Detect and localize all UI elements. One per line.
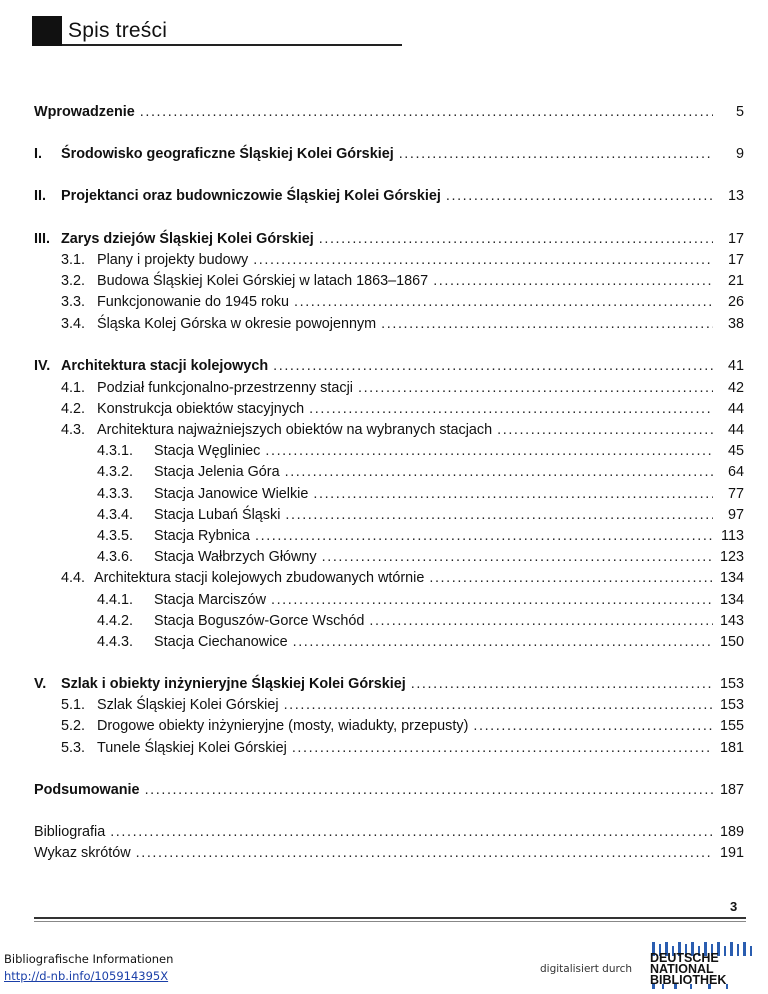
toc-entry[interactable] [34,358,744,380]
toc-entry-page: 153 [719,697,744,713]
toc-entry[interactable] [34,718,744,740]
toc-entry[interactable] [34,634,744,656]
toc-entry[interactable] [34,104,744,126]
toc-entry-number: 4.3.5. [97,528,134,544]
toc-entry-title: Stacja Lubań Śląski [154,507,281,523]
toc-entry-number: 5.2. [61,718,86,734]
toc-entry-page: 17 [727,231,744,247]
toc-entry-number: III. [34,231,50,247]
toc-entry-number: 4.1. [61,380,86,396]
toc-entry[interactable] [34,422,744,444]
toc-entry-page: 153 [719,676,744,692]
toc-entry-title: Stacja Jelenia Góra [154,464,280,480]
toc-entry-page: 21 [727,273,744,289]
toc-entry[interactable] [34,697,744,719]
toc-dot-leader [253,252,713,268]
bib-link[interactable]: http://d-nb.info/105914395X [4,969,169,983]
toc-entry-page: 97 [727,507,744,523]
toc-entry-number: 3.4. [61,316,86,332]
toc-dot-leader [497,422,713,438]
toc-dot-leader [285,464,713,480]
toc-dot-leader [319,231,713,247]
toc-entry-number: IV. [34,358,51,374]
toc-entry-page: 134 [719,570,744,586]
toc-entry-number: 3.3. [61,294,86,310]
dnb-logo-icon [650,940,762,990]
toc-entry-number: 5.3. [61,740,86,756]
toc-entry-number: 4.3.1. [97,443,134,459]
toc-entry-number: 4.4.3. [97,634,134,650]
toc-dot-leader [255,528,713,544]
toc-entry-number: 4.4.1. [97,592,134,608]
toc-entry[interactable] [34,464,744,486]
toc-entry-page: 187 [719,782,744,798]
toc-entry-title: Stacja Ciechanowice [154,634,288,650]
toc-entry[interactable] [34,570,744,592]
toc-entry-page: 113 [721,528,744,544]
toc-entry[interactable] [34,592,744,614]
toc-entry-number: 4.2. [61,401,86,417]
header-underline [62,44,402,46]
dnb-logo-line3: BIBLIOTHEK [650,973,727,987]
toc-entry-number: 3.1. [61,252,86,268]
toc-dot-leader [429,570,713,586]
toc-entry-number: 4.3. [61,422,86,438]
toc-dot-leader [473,718,713,734]
toc-dot-leader [284,697,713,713]
toc-entry-page: 181 [719,740,744,756]
toc-entry[interactable] [34,273,744,295]
toc-entry[interactable] [34,613,744,635]
toc-dot-leader [309,401,713,417]
toc-dot-leader [322,549,713,565]
toc-entry[interactable] [34,231,744,253]
toc-dot-leader [369,613,713,629]
toc-entry-title: Środowisko geograficzne Śląskiej Kolei Górskiej [61,146,394,162]
toc-entry-title: Stacja Boguszów-Gorce Wschód [154,613,365,629]
footer-rule [34,917,746,919]
dnb-logo-line1: DEUTSCHE [650,951,719,965]
toc-entry-title: Śląska Kolej Górska w okresie powojennym [97,316,377,332]
toc-entry[interactable] [34,740,744,762]
toc-entry[interactable] [34,549,744,571]
toc-entry-number: 3.2. [61,273,86,289]
toc-entry-page: 64 [727,464,744,480]
toc-entry-number: 4.4. [61,570,86,586]
toc-entry-page: 41 [727,358,744,374]
header-black-block [32,16,62,46]
toc-entry-page: 44 [727,401,744,417]
toc-entry-title: Stacja Janowice Wielkie [154,486,309,502]
toc-entry-page: 155 [719,718,744,734]
toc-entry[interactable] [34,528,744,550]
toc-entry-title: Architektura stacji kolejowych zbudowanych wtórnie [94,570,425,586]
toc-entry[interactable] [34,316,744,338]
toc-entry[interactable] [34,507,744,529]
toc-entry-page: 134 [719,592,744,608]
toc-entry-page: 77 [727,486,744,502]
toc-entry-number: 4.3.4. [97,507,134,523]
toc-entry-title: Szlak Śląskiej Kolei Górskiej [97,697,279,713]
toc-entry-page: 5 [735,104,744,120]
digitalized-by-label: digitalisiert durch [540,963,633,975]
toc-entry[interactable] [34,824,744,846]
toc-entry-title: Stacja Wałbrzych Główny [154,549,317,565]
toc-entry-page: 150 [719,634,744,650]
toc-entry-page: 123 [719,549,744,565]
toc-dot-leader [358,380,713,396]
toc-entry-page: 45 [727,443,744,459]
toc-entry-title: Architektura stacji kolejowych [61,358,269,374]
toc-dot-leader [265,443,713,459]
toc-entry-number: 5.1. [61,697,86,713]
toc-entry-title: Konstrukcja obiektów stacyjnych [97,401,305,417]
toc-dot-leader [381,316,713,332]
toc-dot-leader [433,273,713,289]
toc-entry-page: 191 [719,845,744,861]
toc-entry-page: 42 [727,380,744,396]
toc-entry[interactable] [34,401,744,423]
toc-dot-leader [145,782,713,798]
bibliographic-info [4,951,173,985]
toc-entry-title: Stacja Rybnica [154,528,250,544]
toc-entry[interactable] [34,486,744,508]
toc-dot-leader [140,104,713,120]
toc-entry-number: II. [34,188,46,204]
toc-entry-page: 38 [727,316,744,332]
toc-dot-leader [313,486,713,502]
toc-entry-title: Drogowe obiekty inżynieryjne (mosty, wiadukty, przepusty) [97,718,469,734]
toc-entry-title: Plany i projekty budowy [97,252,249,268]
toc-dot-leader [292,740,713,756]
toc-entry[interactable] [34,294,744,316]
toc-entry-page: 9 [735,146,744,162]
toc-entry-title: Budowa Śląskiej Kolei Górskiej w latach 1863–1867 [97,273,429,289]
bib-label: Bibliografische Informationen [4,952,174,966]
toc-entry-number: 4.3.3. [97,486,134,502]
toc-entry-title: Zarys dziejów Śląskiej Kolei Górskiej [61,231,314,247]
toc-dot-leader [285,507,713,523]
toc-dot-leader [446,188,713,204]
toc-entry[interactable] [34,146,744,168]
toc-dot-leader [273,358,713,374]
toc-dot-leader [293,634,713,650]
toc-entry-number: 4.3.2. [97,464,134,480]
toc-entry-title: Szlak i obiekty inżynieryjne Śląskiej Kolei Górskiej [61,676,406,692]
toc-dot-leader [411,676,713,692]
footer-rule-thin [34,921,746,922]
toc-entry-number: 4.4.2. [97,613,134,629]
toc-entry-title: Podsumowanie [34,782,140,798]
page-number: 3 [730,899,738,914]
toc-entry-title: Tunele Śląskiej Kolei Górskiej [97,740,287,756]
toc-entry-title: Funkcjonowanie do 1945 roku [97,294,290,310]
toc-entry[interactable] [34,845,744,867]
toc-entry-title: Stacja Węgliniec [154,443,261,459]
toc-entry[interactable] [34,188,744,210]
toc-entry-page: 143 [719,613,744,629]
toc-entry[interactable] [34,252,744,274]
toc-dot-leader [110,824,713,840]
toc-entry-title: Podział funkcjonalno-przestrzenny stacji [97,380,353,396]
toc-entry-number: V. [34,676,47,692]
toc-dot-leader [399,146,713,162]
toc-dot-leader [136,845,713,861]
toc-dot-leader [271,592,713,608]
toc-entry-page: 13 [727,188,744,204]
toc-entry[interactable] [34,380,744,402]
toc-dot-leader [294,294,713,310]
toc-entry-title: Projektanci oraz budowniczowie Śląskiej Kolei Górskiej [61,188,441,204]
toc-entry-number: I. [34,146,42,162]
toc-entry-page: 44 [727,422,744,438]
toc-entry-title: Architektura najważniejszych obiektów na wybranych stacjach [97,422,493,438]
dnb-logo-line2: NATIONAL [650,962,714,976]
toc-entry-title: Wykaz skrótów [34,845,131,861]
page-title: Spis treści [68,19,168,42]
toc-entry-title: Bibliografia [34,824,106,840]
toc-entry[interactable] [34,782,744,804]
toc-entry[interactable] [34,443,744,465]
toc-entry-page: 189 [719,824,744,840]
toc-entry-page: 26 [727,294,744,310]
toc-entry-title: Wprowadzenie [34,104,135,120]
toc-entry-number: 4.3.6. [97,549,134,565]
toc-entry-title: Stacja Marciszów [154,592,266,608]
toc-entry-page: 17 [727,252,744,268]
toc-entry[interactable] [34,676,744,698]
